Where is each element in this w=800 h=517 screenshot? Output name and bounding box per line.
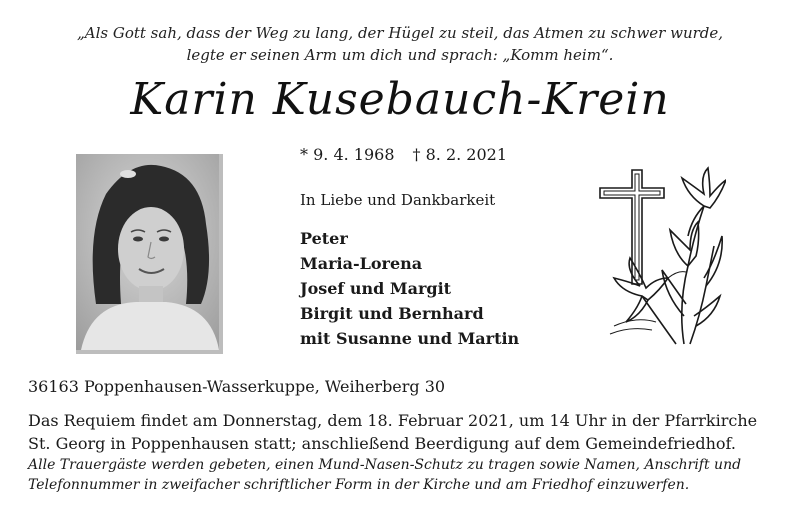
opening-quote (0, 22, 800, 66)
quote-line-2: legte er seinen Arm um dich und sprach: „Komm heim“. (186, 46, 614, 64)
death-date: † 8. 2. 2021 (412, 145, 508, 164)
family-member: Birgit und Bernhard (300, 304, 484, 323)
requiem-line-1: Das Requiem findet am Donnerstag, dem 18. Februar 2021, um 14 Uhr in der Pfarrkirche (28, 411, 758, 430)
family-member: Maria-Lorena (300, 254, 423, 273)
requiem-line-2: St. Georg in Poppenhausen statt; anschließend Beerdigung auf dem Gemeindefriedhof. (28, 434, 736, 453)
cross-with-lilies-icon (596, 166, 726, 350)
family-member: mit Susanne und Martin (300, 329, 520, 348)
life-dates (300, 145, 507, 164)
birth-date: * 9. 4. 1968 (300, 145, 395, 164)
notice-line-2: Telefonnummer in zweifacher schriftlicher Form in der Kirche und am Friedhof einzuwerfen. (28, 477, 690, 493)
quote-line-1: „Als Gott sah, dass der Weg zu lang, der Hügel zu steil, das Atmen zu schwer wurde, (76, 24, 724, 42)
address-line: 36163 Poppenhausen-Wasserkuppe, Weiherberg 30 (28, 377, 446, 396)
family-member: Josef und Margit (300, 279, 452, 298)
requiem-info (28, 409, 788, 455)
deceased-name: Karin Kusebauch-Krein (130, 74, 670, 125)
notice-line-1: Alle Trauergäste werden gebeten, einen Mund-Nasen-Schutz zu tragen sowie Namen, Anschrift und (28, 457, 742, 473)
dedication-line: In Liebe und Dankbarkeit (300, 191, 496, 209)
portrait-photo (76, 154, 223, 354)
family-member: Peter (300, 229, 348, 248)
hygiene-notice (28, 455, 788, 495)
family-list (300, 226, 519, 351)
